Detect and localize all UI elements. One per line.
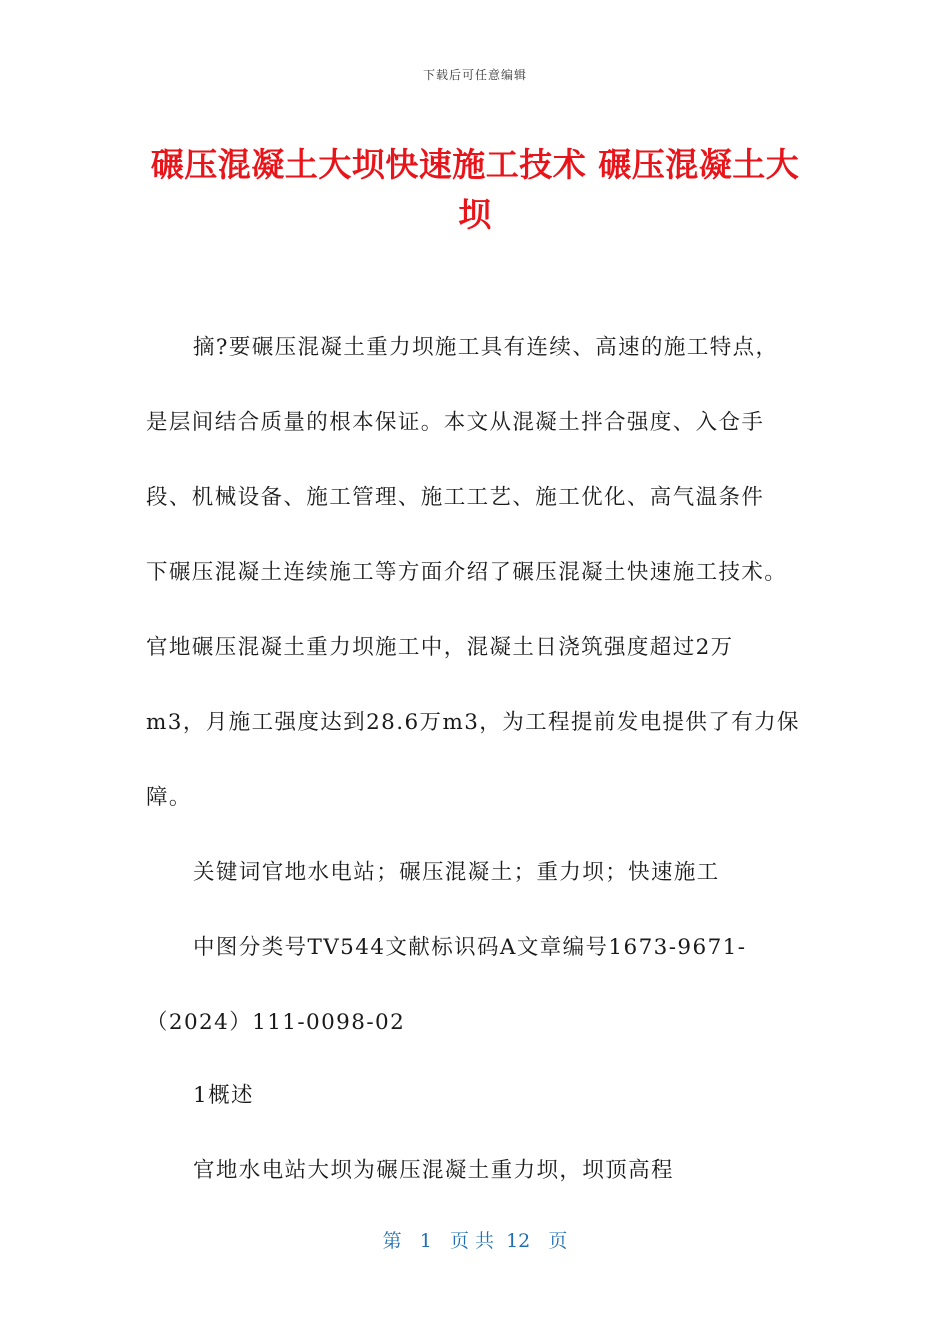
footer-prefix: 第 [382, 1230, 402, 1252]
abstract-line-2: 是层间结合质量的根本保证。本文从混凝土拌合强度、入仓手 [146, 410, 765, 435]
document-title [140, 140, 810, 240]
title-line-1: 碾压混凝土大坝快速施工技术 碾压混凝土大 [150, 145, 800, 184]
footer-page-number: 1 [419, 1230, 432, 1252]
abstract-line-1: 摘?要碾压混凝土重力坝施工具有连续、高速的施工特点， [193, 335, 779, 360]
footer-middle: 页 共 [449, 1230, 494, 1252]
page-footer [0, 1226, 950, 1253]
abstract-line-6: m3，月施工强度达到28.6万m3，为工程提前发电提供了有力保 [146, 710, 800, 735]
abstract-line-7: 障。 [146, 785, 192, 810]
keywords-line: 关键词官地水电站；碾压混凝土；重力坝；快速施工 [193, 860, 720, 885]
classification-line-2: （2024）111-0098-02 [146, 1010, 406, 1035]
abstract-line-5: 官地碾压混凝土重力坝施工中，混凝土日浇筑强度超过2万 [146, 635, 734, 660]
footer-suffix: 页 [548, 1230, 568, 1252]
classification-line-1: 中图分类号TV544文献标识码A文章编号1673-9671- [193, 935, 747, 960]
footer-total-pages: 12 [506, 1230, 531, 1252]
header-note: 下载后可任意编辑 [422, 68, 527, 82]
abstract-line-4: 下碾压混凝土连续施工等方面介绍了碾压混凝土快速施工技术。 [146, 560, 788, 585]
title-line-2: 坝 [458, 195, 492, 234]
overview-line-1: 官地水电站大坝为碾压混凝土重力坝，坝顶高程 [193, 1158, 674, 1183]
section-heading: 1概述 [193, 1083, 254, 1108]
abstract-line-3: 段、机械设备、施工管理、施工工艺、施工优化、高气温条件 [146, 485, 765, 510]
